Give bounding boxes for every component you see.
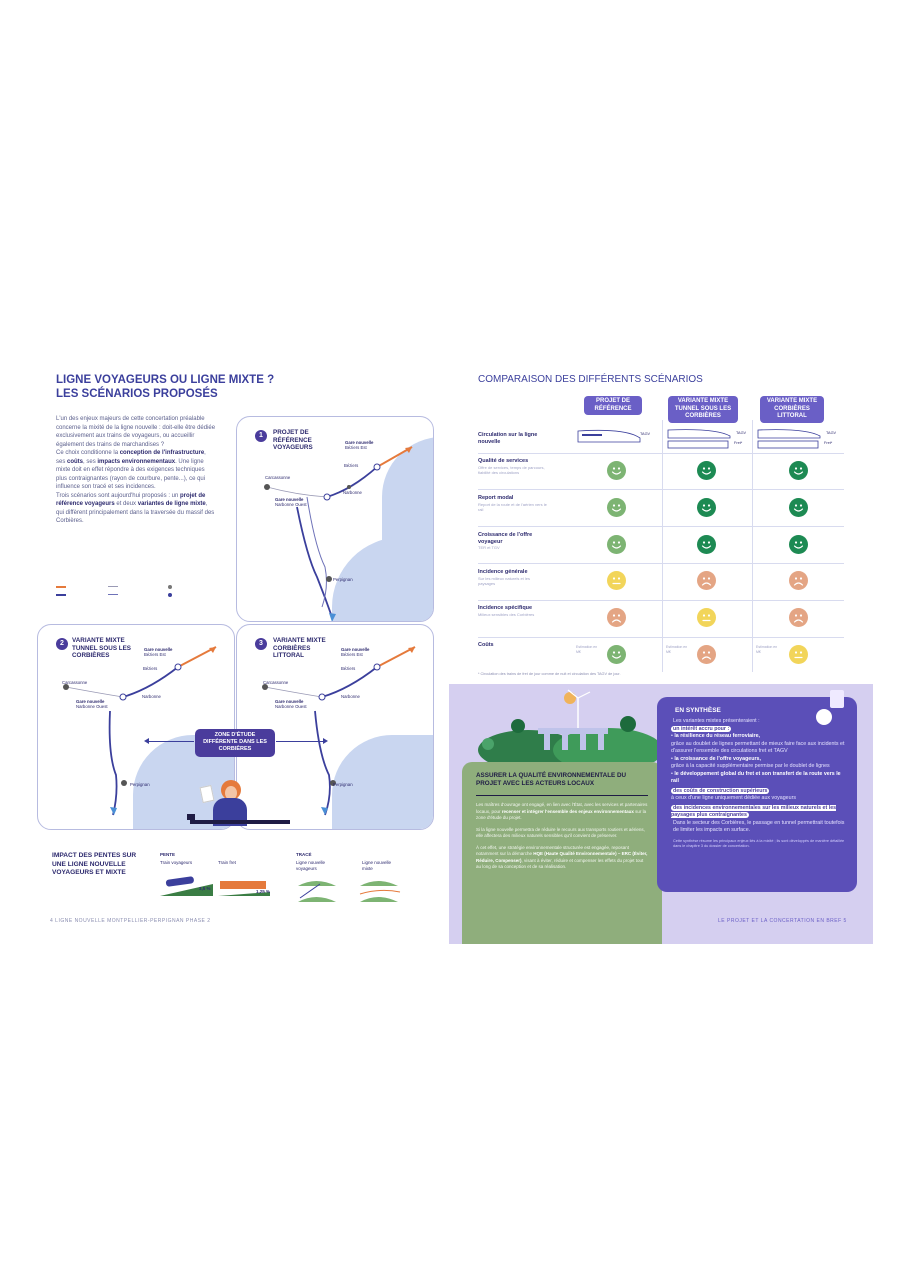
person-illustration [185, 778, 295, 830]
row-label-incidence-generale: Incidence générale Sur les milieux naturels et les paysages [478, 569, 531, 586]
synthesis-pill-2: des coûts de construction supérieurs [673, 787, 768, 794]
rating-face-icon [789, 461, 808, 480]
scenario-1-title: PROJET DE RÉFÉRENCE VOYAGEURS [273, 429, 313, 451]
label-gare-beziers-2: Gare nouvelle Béziers Est [144, 647, 173, 657]
label-gare-beziers-3: Gare nouvelle Béziers Est [341, 647, 370, 657]
magnifier-icon [814, 707, 834, 727]
row-label-qualite: Qualité de services Offre de services, temps de parcours, fiabilité des circulations [478, 458, 545, 475]
synthesis-note: Cette synthèse résume les principaux enjeux liés à la mixité ; ils sont développés de manière détaillée dans le chapitre 3 du dossier de concertation. [673, 838, 845, 848]
rating-face-icon [789, 571, 808, 590]
col-header-1: PROJET DE RÉFÉRENCE [584, 396, 642, 415]
row-label-croissance: Croissance de l'offre voyageur TER et TGV [478, 532, 533, 550]
rating-face-icon [607, 535, 626, 554]
synthesis-intro: Les variantes mixtes présenteraient : [673, 718, 760, 724]
cost-note-3: Estimation en M€ [756, 645, 778, 654]
synthesis-title: EN SYNTHÈSE [675, 707, 721, 714]
rating-face-icon [789, 608, 808, 627]
synthesis-bullet-3: • le développement global du fret et son transfert de la route vers le rail [671, 770, 841, 784]
map-legend [56, 585, 234, 607]
label-gare-narbonne: Gare nouvelle Narbonne Ouest [275, 497, 307, 507]
synthesis-pill-3: des incidences environnementales sur les milieux naturels et les paysages plus contraignantes [671, 804, 837, 818]
label-narbonne-3: Narbonne [341, 694, 360, 699]
fret-label-3: Fret* [824, 441, 833, 445]
label-gare-beziers: Gare nouvelle Béziers Est [345, 440, 374, 450]
rating-face-icon [607, 498, 626, 517]
left-footer: 4 LIGNE NOUVELLE MONTPELLIER-PERPIGNAN PHASE 2 [50, 918, 211, 924]
trace-label: TRACÉ [296, 852, 312, 857]
label-gare-narbonne-2: Gare nouvelle Narbonne Ouest [76, 699, 108, 709]
scenario-2-title: VARIANTE MIXTE TUNNEL SOUS LES CORBIÈRES [72, 637, 132, 659]
rating-face-icon [607, 571, 626, 590]
label-carcassonne-3: Carcassonne [263, 680, 289, 685]
zone-arrow-left-head [144, 738, 149, 744]
scenario-1-map [237, 417, 434, 622]
ligne-voyageurs-label: Ligne nouvelle voyageurs [296, 860, 326, 871]
scenario-3-title: VARIANTE MIXTE CORBIÈRES LITTORAL [273, 637, 326, 659]
zone-arrow-right [276, 741, 324, 742]
col-header-2: VARIANTE MIXTE TUNNEL SOUS LES CORBIÈRES [668, 396, 738, 423]
label-narbonne-2: Narbonne [142, 694, 161, 699]
train-icon-2 [666, 428, 736, 450]
train-fret-label: Train fret [218, 860, 236, 865]
tagv-label-3: TAGV [826, 431, 837, 435]
row-label-circulation: Circulation sur la ligne nouvelle [478, 432, 538, 445]
label-beziers: Béziers [344, 463, 359, 468]
impact-title: IMPACT DES PENTES SUR UNE LIGNE NOUVELLE VOYAGEURS ET MIXTE [52, 852, 137, 876]
rating-face-icon [789, 498, 808, 517]
rating-face-icon [789, 645, 808, 664]
rating-face-icon [697, 645, 716, 664]
row-label-incidence-specifique: Incidence spécifique Milieux sensibles des Corbières [478, 605, 535, 617]
label-gare-narbonne-3: Gare nouvelle Narbonne Ouest [275, 699, 307, 709]
zone-arrow-left [146, 741, 194, 742]
intro-paragraph-1: L'un des enjeux majeurs de cette concertation préalable concerne la mixité de la ligne nouvelle : doit-elle être dédiée exclusivement aux trains de voyageurs, ou accueillir également des trains de marchandises ? [56, 416, 216, 448]
left-intro [56, 415, 216, 526]
left-heading-1: LIGNE VOYAGEURS OU LIGNE MIXTE ? [56, 374, 275, 386]
tagv-label-1: TAGV [640, 432, 651, 436]
pente-voyageurs-value: 3,5 % [199, 886, 211, 891]
label-beziers-2: Béziers [143, 666, 158, 671]
rating-face-icon [607, 608, 626, 627]
scenario-1-number: 1 [255, 430, 267, 442]
right-heading: COMPARAISON DES DIFFÉRENTS SCÉNARIOS [478, 374, 703, 385]
row-label-report: Report modal Report de la route et de l'aérien vers le rail [478, 495, 547, 512]
label-perpignan-3: Perpignan [333, 782, 353, 787]
row-label-couts: Coûts [478, 642, 494, 648]
synthesis-box: EN SYNTHÈSE Les variantes mixtes présenteraient : un intérêt accru pour : • la résilience du réseau ferroviaire, grâce au doublet de lignes permettant de mieux faire face aux incidents et d'assurer l'ensemble des circulations fret et TAGV • la croissance de l'offre voyageurs, grâce à la capacité supplémentaire permise par le doublet de lignes • le développement global du fret et son transfert de la route vers le rail des coûts de construction supérieurs à ceux d'une ligne uniquement dédiée aux voyageurs des incidences environnementales sur les milieux naturels et les paysages plus contraignantes Dans le secteur des Corbières, le passage en tunnel permettrait toutefois de limiter les impacts en surface. Cette synthèse résume les principaux enjeux liés à la mixité ; ils sont développés de manière détaillée dans le chapitre 3 du dossier de concertation. [657, 697, 857, 892]
label-carcassonne-2: Carcassonne [62, 680, 88, 685]
env-title: ASSURER LA QUALITÉ ENVIRONNEMENTALE DU PROJET AVEC LES ACTEURS LOCAUX [476, 772, 627, 787]
synthesis-pill-1: un intérêt accru pour : [673, 725, 730, 732]
cost-note-2: Estimation en M€ [666, 645, 688, 654]
tagv-label-2: TAGV [736, 431, 747, 435]
env-paragraph-1: Les maîtres d'ouvrage ont engagé, en lien avec l'État, avec les services et partenaires locaux, pour recenser et intégrer l'ensemble des enjeux environnementaux sur la zone d'étude du projet. [476, 802, 648, 820]
synthesis-last: Dans le secteur des Corbières, le passage en tunnel permettrait toutefois de limiter les impacts en surface. [673, 819, 845, 833]
train-icon-3 [756, 428, 826, 450]
rating-face-icon [697, 535, 716, 554]
label-carcassonne: Carcassonne [265, 475, 291, 480]
intro-paragraph-2: Ce choix conditionne la conception de l'infrastructure, ses coûts, ses impacts environnementaux. Une ligne mixte doit en effet répondre à des exigences techniques plus contraignantes (rayon de courbure, pente...), ce qui influence son tracé et ses incidences. [56, 450, 206, 490]
label-perpignan-2: Perpignan [130, 782, 150, 787]
fret-label-2: Fret* [734, 441, 743, 445]
document-icon [830, 690, 844, 708]
train-voyageurs-label: Train voyageurs [160, 860, 193, 865]
ligne-mixte-label: Ligne nouvelle mixte [362, 860, 392, 871]
train-icon-1 [576, 428, 642, 444]
env-paragraph-2: Si la ligne nouvelle permettra de réduire le recours aux transports routiers et aériens, elle affectera des milieux naturels sensibles qu'il convient de préserver. [476, 826, 645, 838]
rating-face-icon [789, 535, 808, 554]
scenario-2-number: 2 [56, 638, 68, 650]
intro-paragraph-3: Trois scénarios sont aujourd'hui proposés : un projet de référence voyageurs et deux variantes de ligne mixte, qui diffèrent principalement dans la traversée du massif des Corbières. [56, 492, 215, 524]
scenario-3-number: 3 [255, 638, 267, 650]
rating-face-icon [607, 461, 626, 480]
trace-diagram [296, 874, 408, 904]
table-footnote: * Circulation des trains de fret de jour comme de nuit et circulation des TAGV de jour. [478, 672, 621, 676]
col-header-3: VARIANTE MIXTE CORBIÈRES LITTORAL [760, 396, 824, 423]
label-narbonne: Narbonne [343, 490, 362, 495]
rating-face-icon [697, 461, 716, 480]
label-perpignan: Perpignan [333, 577, 353, 582]
pente-fret-value: 1,25 % [256, 889, 271, 894]
rating-face-icon [607, 645, 626, 664]
label-beziers-3: Béziers [341, 666, 356, 671]
rating-face-icon [697, 608, 716, 627]
env-paragraph-3: À cet effet, une stratégie environnementale structurée est engagée, reposant notamment sur la démarche HQE (Haute Qualité Environnementale) – ERC (Éviter, Réduire, Compenser), visant à éviter, réduire et compenser les effets du projet tout au long de sa conception et de sa réalisation. [476, 844, 648, 869]
zone-arrow-right-head [323, 738, 328, 744]
right-footer: LE PROJET ET LA CONCERTATION EN BREF 5 [718, 918, 847, 924]
synthesis-bullet-2: • la croissance de l'offre voyageurs, grâce à la capacité supplémentaire permise par le doublet de lignes [671, 755, 830, 769]
pente-label: PENTE [160, 852, 176, 857]
pente-diagram [158, 872, 278, 898]
landscape-illustration [478, 688, 658, 762]
left-heading-2: LES SCÉNARIOS PROPOSÉS [56, 388, 218, 400]
rating-face-icon [697, 498, 716, 517]
env-box [462, 762, 662, 944]
zone-label: ZONE D'ÉTUDE DIFFÉRENTE DANS LES CORBIÈRES [195, 729, 275, 757]
rating-face-icon [697, 571, 716, 590]
scenario-1-panel [236, 416, 434, 622]
synthesis-bullet-1: • la résilience du réseau ferroviaire, grâce au doublet de lignes permettant de mieux faire face aux incidents et d'assurer l'ensemble des circulations fret et TAGV [671, 733, 845, 754]
cost-note-1: Estimation en M€ [576, 645, 598, 654]
